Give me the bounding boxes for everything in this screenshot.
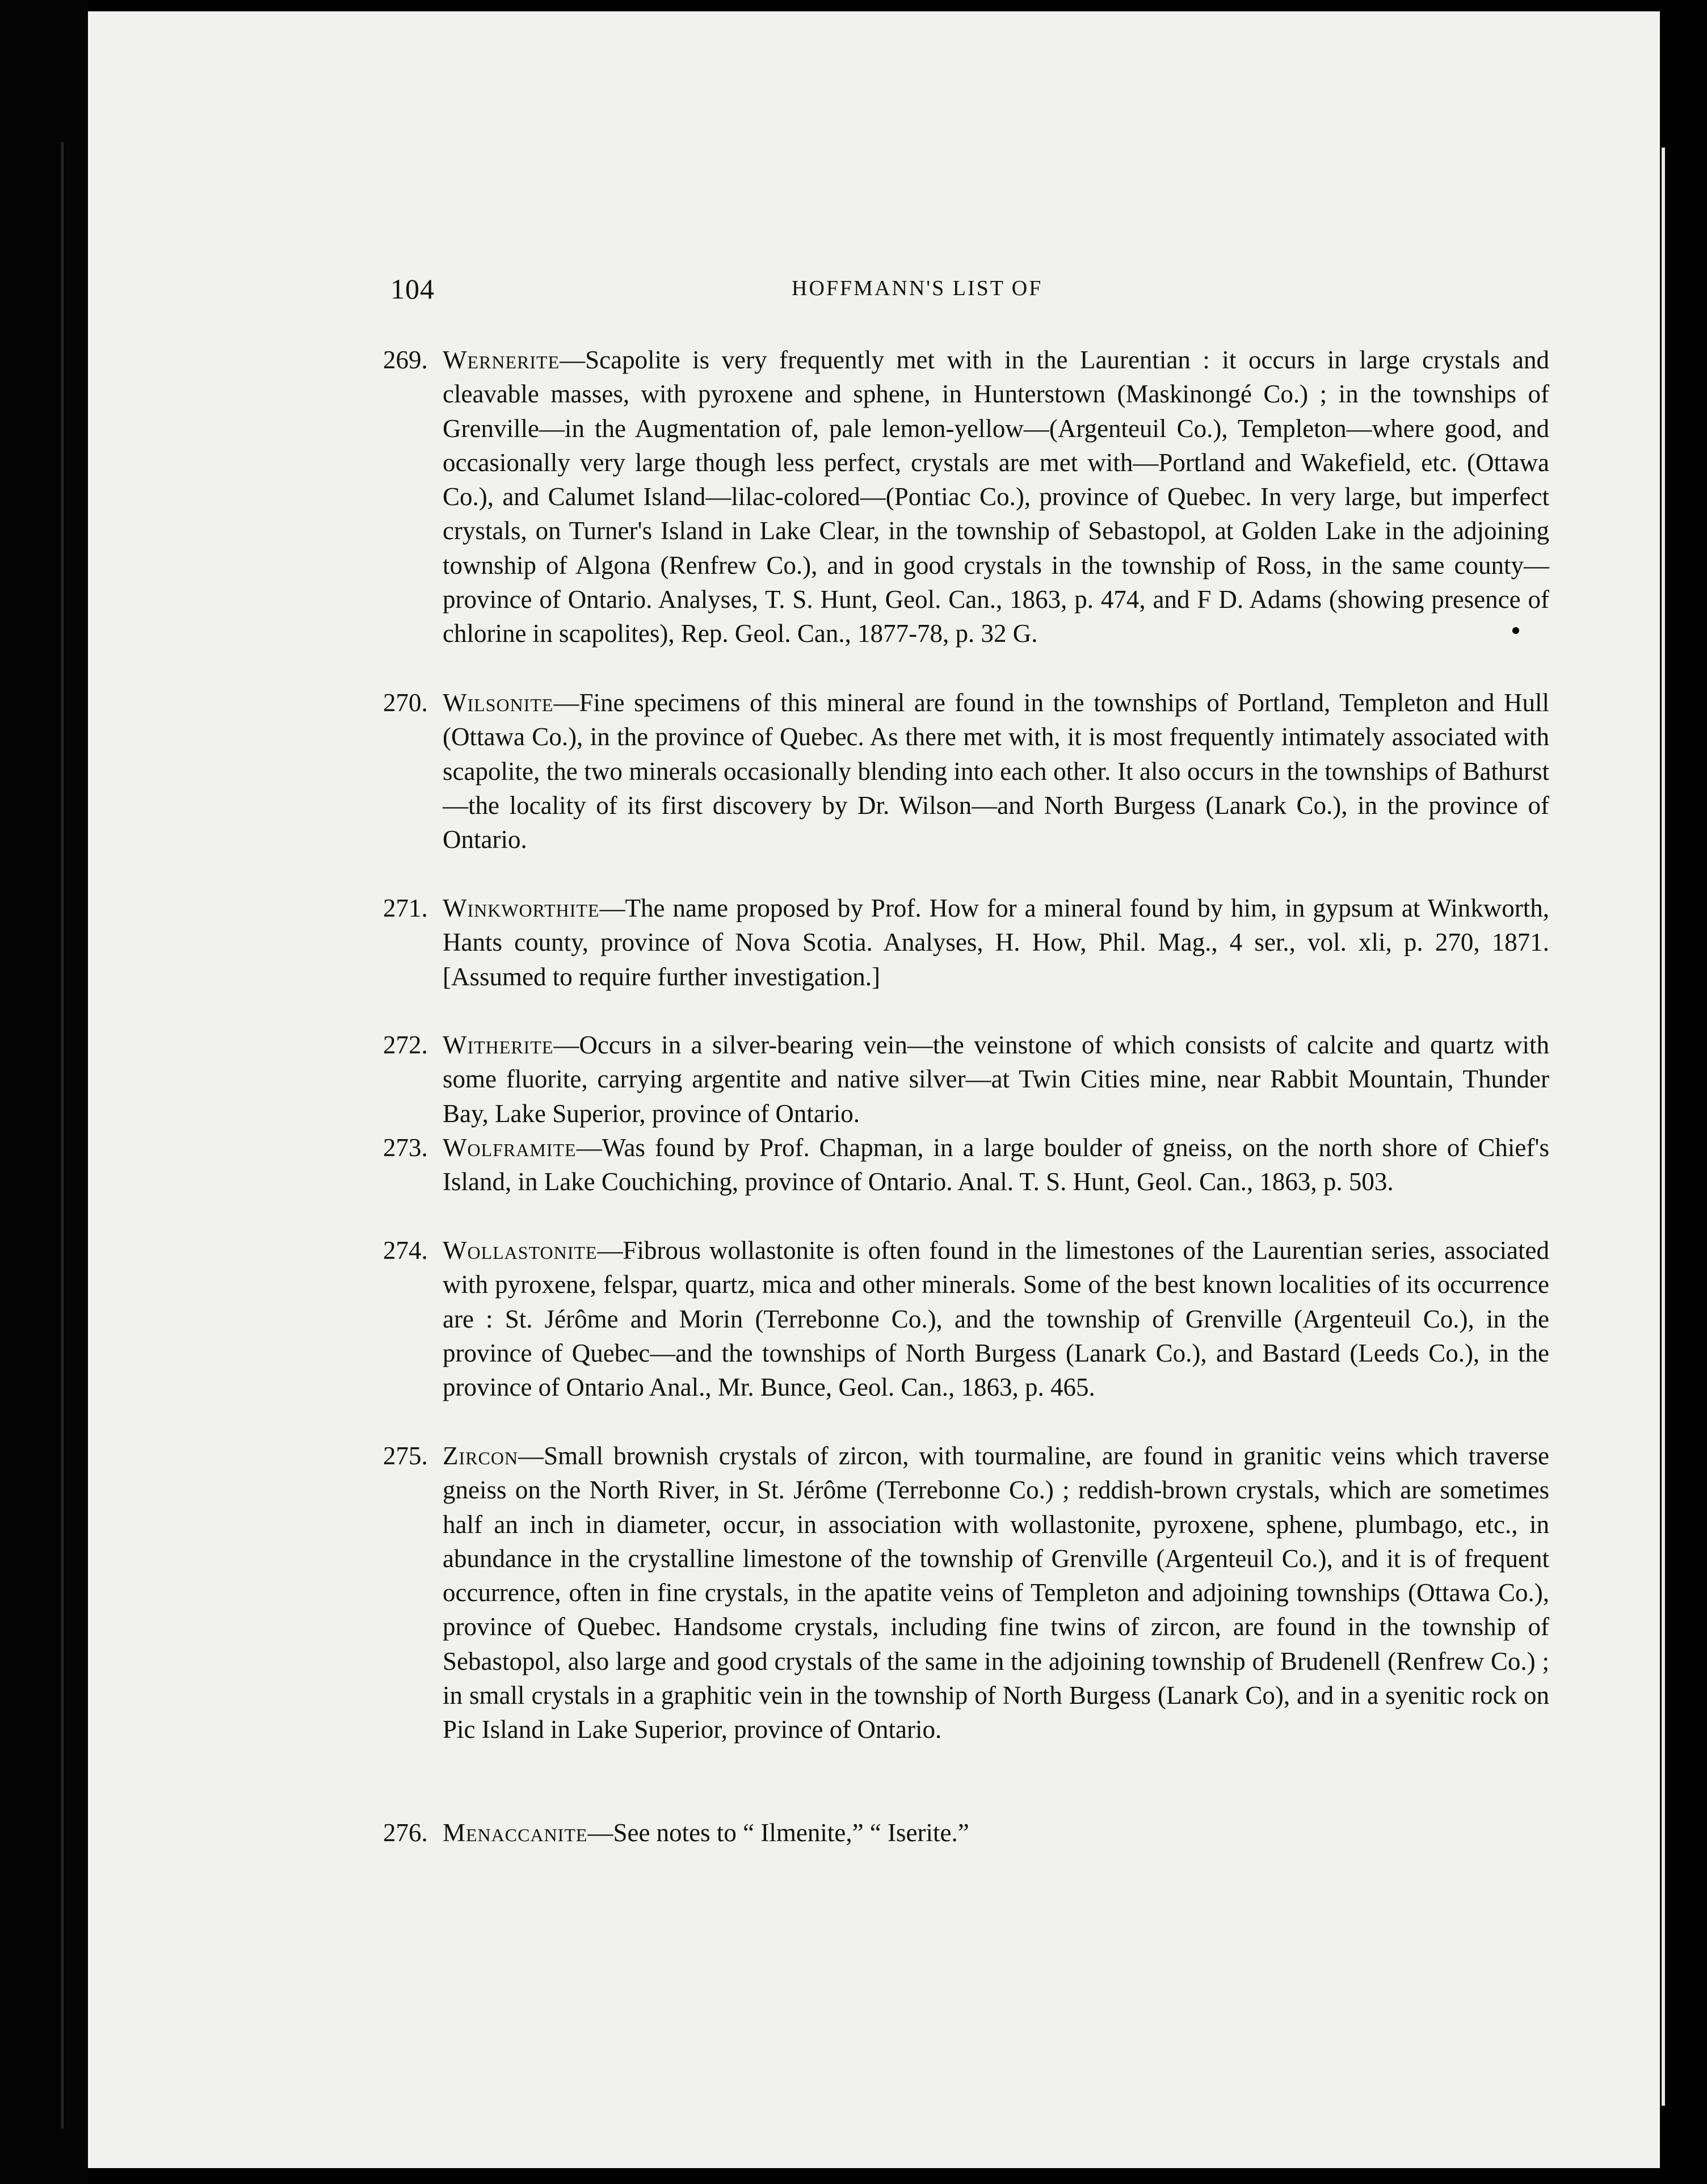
book-page <box>88 11 1660 2168</box>
entry-name: Wilsonite <box>443 688 554 717</box>
entry-text: —See notes to “ Ilmenite,” “ Iserite.” <box>587 1818 969 1847</box>
running-head: HOFFMANN'S LIST OF <box>792 276 1043 300</box>
entry-number: 270. <box>383 688 428 717</box>
entry-number: 272. <box>383 1031 428 1059</box>
entry-text: —Small brownish crystals of zircon, with tourmaline, are found in granitic veins which traverse gneiss on the North River, in St. Jérôme (Terrebonne Co.) ; reddish-brown crystals, which are sometimes half an inch in diameter, occur, in association with wollastonite, pyroxene, sphene, plumbago, etc., in abundance in the crystalline limestone of the township of Grenville (Argenteuil Co.), and it is of frequent occurrence, often in fine crystals, in the apatite veins of Templeton and adjoining townships (Ottawa Co.), province of Quebec. Handsome crystals, including fine twins of zircon, are found in the township of Sebastopol, also large and good crystals of the same in the adjoining township of Brudenell (Renfrew Co.) ; in small crystals in a graphitic vein in the township of North Burgess (Lanark Co), and in a syenitic rock on Pic Island in Lake Superior, province of Ontario. <box>443 1442 1549 1744</box>
entry-name: Zircon <box>443 1442 519 1470</box>
entry-number: 271. <box>383 894 428 922</box>
entry-273 <box>383 1131 1549 1233</box>
entry-text: —Was found by Prof. Chapman, in a large boulder of gneiss, on the north shore of Chief's Island, in Lake Couchiching, province of Ontario. Anal. T. S. Hunt, Geol. Can., 1863, p. 503. <box>443 1133 1549 1196</box>
entry-name: Wolframite <box>443 1133 577 1162</box>
entry-text: —The name proposed by Prof. How for a mineral found by him, in gypsum at Winkworth, Hants county, province of Nova Scotia. Analyses, H. How, Phil. Mag., 4 ser., vol. xli, p. 270, 1871. [Assumed to require further investigation.] <box>443 894 1549 991</box>
entry-name: Wollastonite <box>443 1236 598 1265</box>
entry-name: Witherite <box>443 1031 554 1059</box>
page-header <box>88 261 1660 318</box>
entry-272 <box>383 1028 1549 1131</box>
mineral-entries <box>383 343 1549 1850</box>
scan-border-right <box>1660 0 1707 2184</box>
entry-269 <box>383 343 1549 686</box>
entry-number: 274. <box>383 1236 428 1265</box>
entry-276 <box>383 1816 1549 1850</box>
entry-name: Wernerite <box>443 346 560 374</box>
entry-name: Winkworthite <box>443 894 600 922</box>
entry-text: —Occurs in a silver-bearing vein—the veinstone of which consists of calcite and quartz with some fluorite, carrying argentite and native silver—at Twin Cities mine, near Rabbit Mountain, Thunder Bay, Lake Superior, province of Ontario. <box>443 1031 1549 1128</box>
entry-text: —Fibrous wollastonite is often found in the limestones of the Laurentian series, associated with pyroxene, felspar, quartz, mica and other minerals. Some of the best known localities of its occurrence are : St. Jérôme and Morin (Terrebonne Co.), and the township of Grenville (Argenteuil Co.), in the province of Quebec—and the townships of North Burgess (Lanark Co.), and Bastard (Leeds Co.), in the province of Ontario Anal., Mr. Bunce, Geol. Can., 1863, p. 465. <box>443 1236 1549 1402</box>
entry-271 <box>383 891 1549 1028</box>
entry-270 <box>383 686 1549 891</box>
entry-text: —Scapolite is very frequently met with in the Laurentian : it occurs in large crystals and cleavable masses, with pyroxene and sphene, in Hunterstown (Maskinongé Co.) ; in the townships of Grenville—in the Augmentation of, pale lemon-yellow—(Argenteuil Co.), Templeton—where good, and occasionally very large though less perfect, crystals are met with—Portland and Wakefield, etc. (Ottawa Co.), and Calumet Island—lilac-colored—(Pontiac Co.), province of Quebec. In very large, but imperfect crystals, on Turner's Island in Lake Clear, in the township of Sebastopol, at Golden Lake in the adjoining township of Algona (Renfrew Co.), and in good crystals in the township of Ross, in the same county—province of Ontario. Analyses, T. S. Hunt, Geol. Can., 1863, p. 474, and F D. Adams (showing presence of chlorine in scapolites), Rep. Geol. Can., 1877-78, p. 32 G. <box>443 346 1549 648</box>
entry-text: —Fine specimens of this mineral are found in the townships of Portland, Templeton and Hull (Ottawa Co.), in the province of Quebec. As there met with, it is most frequently intimately associated with scapolite, the two minerals occasionally blending into each other. It also occurs in the townships of Bathurst—the locality of its first discovery by Dr. Wilson—and North Burgess (Lanark Co.), in the province of Ontario. <box>443 688 1549 854</box>
entry-274 <box>383 1233 1549 1439</box>
scan-border-left <box>0 0 88 2184</box>
entry-number: 275. <box>383 1442 428 1470</box>
ink-speck <box>1512 627 1519 634</box>
entry-number: 273. <box>383 1133 428 1162</box>
binding-shadow <box>61 142 64 2128</box>
entry-number: 276. <box>383 1818 428 1847</box>
entry-name: Menaccanite <box>443 1818 588 1847</box>
adjacent-page-edge <box>1662 148 1665 2106</box>
entry-number: 269. <box>383 346 428 374</box>
entry-275 <box>383 1439 1549 1816</box>
page-number: 104 <box>390 273 435 305</box>
